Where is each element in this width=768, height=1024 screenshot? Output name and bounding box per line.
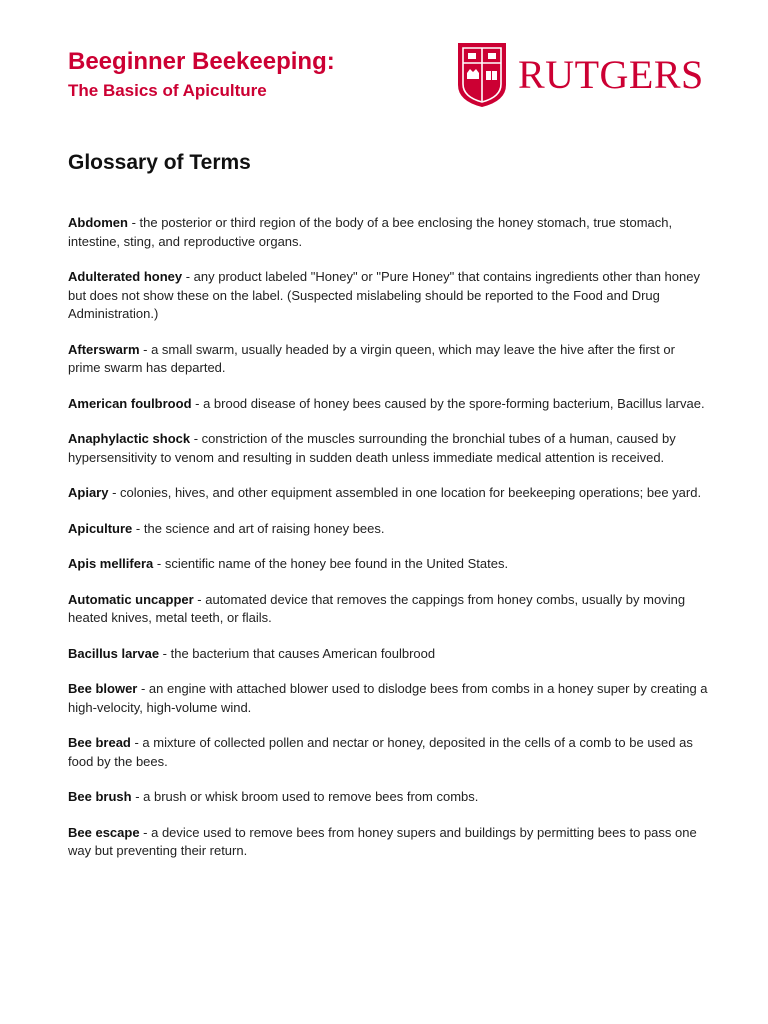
document-header (68, 48, 708, 118)
glossary-entry (68, 430, 708, 467)
glossary-definition: - an engine with attached blower used to dislodge bees from combs in a honey super by creating a high-velocity, high-volume wind. (68, 681, 708, 715)
rutgers-shield-icon (456, 41, 508, 109)
glossary-definition: - a device used to remove bees from honey supers and buildings by permitting bees to pass one way but preventing their return. (68, 824, 697, 858)
document-title: Beeginner Beekeeping: (68, 48, 335, 75)
glossary-term: Abdomen (68, 215, 128, 230)
glossary-entry (68, 555, 708, 574)
glossary-term: Afterswarm (68, 341, 140, 357)
glossary-definition: - the science and art of raising honey bees. (132, 520, 385, 536)
glossary-definition: - scientific name of the honey bee found in the United States. (153, 556, 509, 571)
glossary-term: Apiary (68, 485, 109, 500)
glossary-term: Adulterated honey (68, 269, 183, 284)
glossary-term: Bacillus larvae (68, 645, 160, 661)
glossary-entry (68, 214, 708, 251)
glossary-term: Bee escape (68, 824, 140, 840)
rutgers-logo (456, 41, 704, 109)
glossary-definition: - the bacterium that causes American foulbrood (159, 645, 436, 661)
glossary-term: Apis mellifera (68, 556, 154, 571)
glossary-definition: - any product labeled "Honey" or "Pure Honey" that contains ingredients other than honey but does not show these on the label. (Suspected mislabeling should be reported to the Food and Drug Administration.) (68, 269, 700, 321)
glossary-entry (68, 520, 708, 539)
glossary-definition: - a brood disease of honey bees caused by the spore-forming bacterium, Bacillus larvae. (191, 395, 705, 411)
glossary-entry (68, 645, 708, 664)
glossary-entry (68, 734, 708, 771)
glossary-entry (68, 680, 708, 717)
glossary-entry (68, 268, 708, 324)
glossary-definition: - a brush or whisk broom used to remove bees from combs. (131, 789, 479, 804)
glossary-entry (68, 341, 708, 378)
glossary-heading: Glossary of Terms (68, 151, 251, 174)
glossary-entry (68, 788, 708, 807)
glossary-entry (68, 395, 708, 414)
glossary-term: American foulbrood (68, 395, 192, 411)
glossary-definition: - constriction of the muscles surrounding the bronchial tubes of a human, caused by hypersensitivity to venom and resulting in sudden death unless immediate medical attention is received. (68, 431, 676, 465)
glossary-term: Bee brush (68, 789, 132, 804)
glossary-entry (68, 591, 708, 628)
document-subtitle: The Basics of Apiculture (68, 81, 267, 100)
glossary-term: Apiculture (68, 520, 133, 536)
rutgers-wordmark: RUTGERS (518, 52, 704, 97)
glossary-definition: - the posterior or third region of the body of a bee enclosing the honey stomach, true stomach, intestine, sting, and reproductive organs. (68, 215, 673, 249)
glossary-definition: - colonies, hives, and other equipment assembled in one location for beekeeping operations; bee yard. (108, 485, 702, 500)
glossary-term: Automatic uncapper (68, 591, 194, 607)
glossary-definition: - a mixture of collected pollen and nectar or honey, deposited in the cells of a comb to be used as food by the bees. (68, 735, 693, 769)
glossary-term: Bee blower (68, 681, 138, 696)
glossary-list (68, 214, 708, 878)
glossary-entry (68, 824, 708, 861)
glossary-definition: - a small swarm, usually headed by a virgin queen, which may leave the hive after the first or prime swarm has departed. (68, 341, 675, 375)
glossary-term: Bee bread (68, 735, 131, 750)
glossary-definition: - automated device that removes the cappings from honey combs, usually by moving heated knives, metal teeth, or flails. (68, 591, 686, 625)
glossary-term: Anaphylactic shock (68, 431, 191, 446)
glossary-entry (68, 484, 708, 503)
